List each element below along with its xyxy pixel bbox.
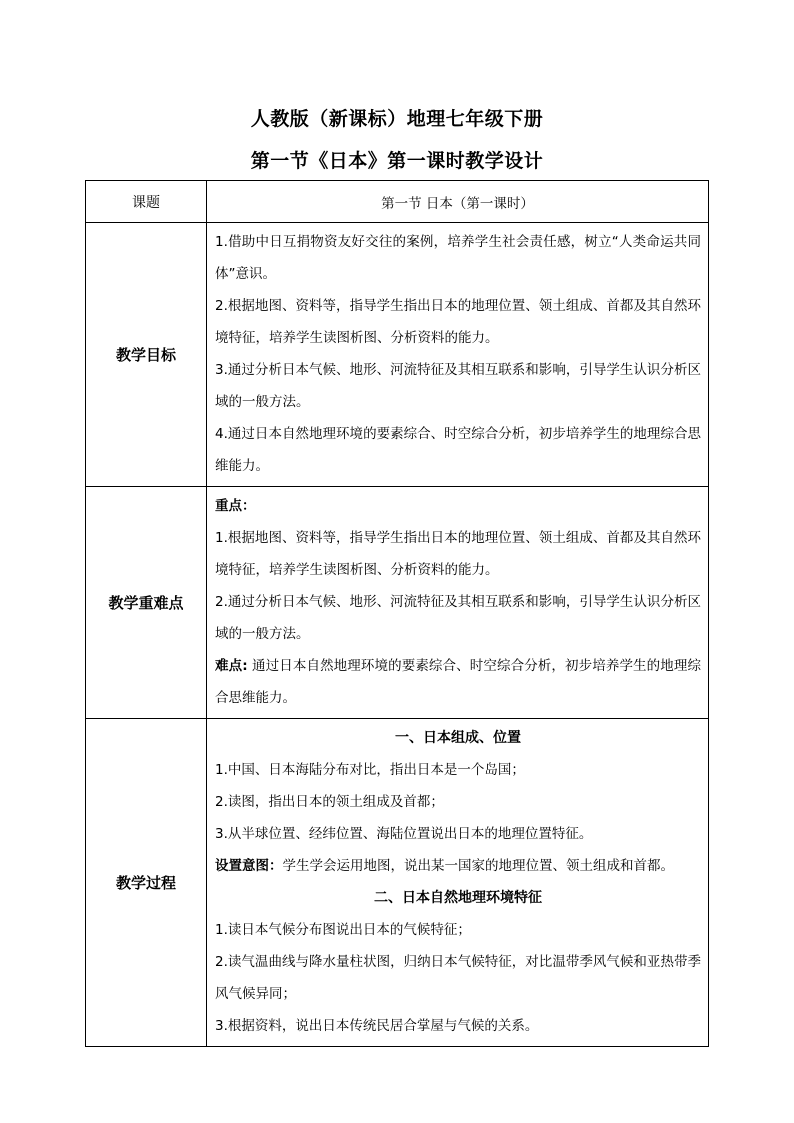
table-row-key-points	[86, 487, 709, 719]
list-item: 2.读气温曲线与降水量柱状图，归纳日本气候特征，对比温带季风气候和亚热带季风气候异同；	[215, 954, 701, 1002]
list-item: 1.中国、日本海陆分布对比，指出日本是一个岛国；	[215, 762, 525, 778]
difficult-point	[215, 650, 701, 714]
list-item: 1.读日本气候分布图说出日本的气候特征；	[215, 922, 471, 938]
list-item: 2.通过分析日本气候、地形、河流特征及其相互联系和影响，引导学生认识分析区域的一般方法。	[215, 594, 701, 642]
list-item: 4.通过日本自然地理环境的要素综合、时空综合分析，初步培养学生的地理综合思维能力。	[215, 426, 701, 474]
list-item: 1.借助中日互捐物资友好交往的案例，培养学生社会责任感，树立“人类命运共同体”意识。	[215, 234, 701, 282]
process-label: 教学过程	[86, 719, 207, 1047]
table-row-topic	[86, 181, 709, 223]
topic-label: 课题	[86, 181, 207, 223]
table-row-process	[86, 719, 709, 1047]
section-heading: 二、日本自然地理环境特征	[374, 890, 542, 906]
list-item: 2.读图，指出日本的领土组成及首都；	[215, 794, 444, 810]
topic-value: 第一节 日本（第一课时）	[207, 181, 709, 223]
table-row-objectives	[86, 223, 709, 487]
document-subtitle: 第一节《日本》第一课时教学设计	[250, 150, 544, 172]
intent-text: 学生学会运用地图，说出某一国家的地理位置、领土组成和首都。	[282, 858, 674, 874]
lesson-plan-table	[85, 180, 709, 1047]
difficult-label: 难点:	[215, 658, 248, 674]
difficult-text: 通过日本自然地理环境的要素综合、时空综合分析，初步培养学生的地理综合思维能力。	[215, 658, 701, 706]
process-content	[207, 719, 709, 1047]
objectives-label: 教学目标	[86, 223, 207, 487]
intent-label: 设置意图：	[215, 858, 283, 874]
section-heading: 一、日本组成、位置	[395, 730, 521, 746]
list-item: 3.通过分析日本气候、地形、河流特征及其相互联系和影响，引导学生认识分析区域的一般方法。	[215, 362, 701, 410]
key-points-label: 教学重难点	[86, 487, 207, 719]
list-item: 2.根据地图、资料等，指导学生指出日本的地理位置、领土组成、首都及其自然环境特征，培养学生读图析图、分析资料的能力。	[215, 298, 701, 346]
key-points-content	[207, 487, 709, 719]
list-item: 3.根据资料，说出日本传统民居合掌屋与气候的关系。	[215, 1018, 539, 1034]
document-title: 人教版（新课标）地理七年级下册	[250, 108, 544, 130]
design-intent	[215, 850, 701, 882]
list-item: 1.根据地图、资料等，指导学生指出日本的地理位置、领土组成、首都及其自然环境特征，培养学生读图析图、分析资料的能力。	[215, 530, 701, 578]
list-item: 3.从半球位置、经纬位置、海陆位置说出日本的地理位置特征。	[215, 826, 593, 842]
key-heading: 重点：	[215, 498, 256, 514]
objectives-content	[207, 223, 709, 487]
